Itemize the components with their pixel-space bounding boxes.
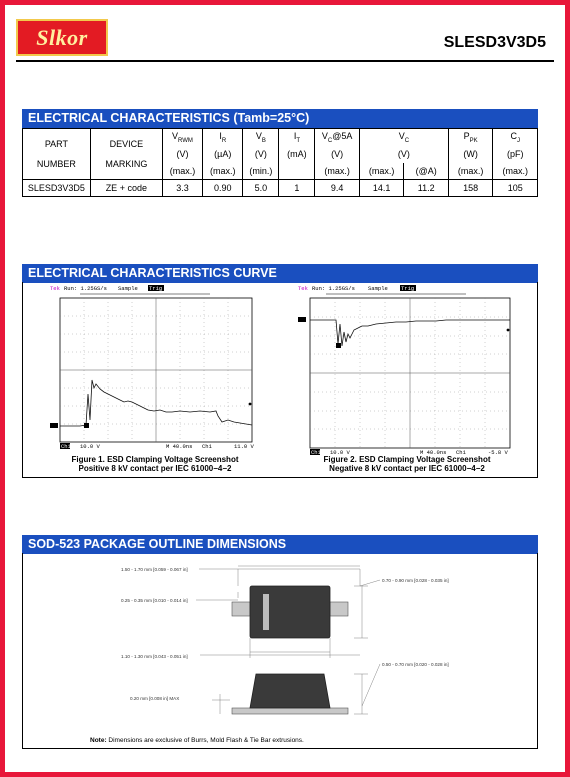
th-cj-unit: (pF) [493,146,538,163]
figure1-caption-line2: Positive 8 kV contact per IEC 61000−4−2 [78,464,232,473]
scope2-mode-label: Sample [368,285,388,292]
dim-top-label: 1.50 - 1.70 mm [0.059 - 0.067 in] [121,567,188,572]
th-part: PART NUMBER [23,129,91,180]
lead-left-top [232,602,250,616]
th-vrwm-limit: (max.) [162,163,202,180]
th-vc: $V_C$ [359,129,448,146]
scope1-tek-label: Tek [50,285,60,292]
th-ir-limit: (max.) [203,163,243,180]
th-ir-unit: (µA) [203,146,243,163]
section-electrical-title: ELECTRICAL CHARACTERISTICS (Tamb=25°C) [22,109,538,128]
electrical-table [22,128,538,197]
scope2-ch-label: Ch1 [311,449,321,456]
scope2-trig-ch: Ch1 [456,449,466,456]
th-vc5a: $V_C@5A$ [315,129,360,146]
th-vc5a-unit: (V) [315,146,360,163]
scope2-trig-label: Trig [401,285,415,292]
part-title: SLESD3V3D5 [443,34,546,51]
table-header-row [23,129,538,146]
cell-vb: 5.0 [243,180,279,197]
th-vc-limit: (max.) [359,163,404,180]
dim-body-label: 0.50 - 0.70 mm [0.020 - 0.028 in] [382,662,449,667]
cell-cj: 105 [493,180,538,197]
slkor-logo: Slkor [16,19,108,56]
section-curve-title: ELECTRICAL CHARACTERISTICS CURVE [22,264,538,283]
package-body-top [250,586,330,638]
figure1-caption [40,455,270,473]
figure2-caption-line2: Negative 8 kV contact per IEC 61000−4−2 [329,464,485,473]
dim-lead-label: 0.25 - 0.35 mm [0.010 - 0.014 in] [121,598,188,603]
th-vrwm: $V_{RWM}$ [162,129,202,146]
scope-screenshot-positive [50,284,260,452]
th-it: $I_T$ [279,129,315,146]
th-it-unit: (mA) [279,146,315,163]
cathode-band [263,594,269,630]
scope2-scale-label: 10.0 V [330,449,350,456]
scope1-scale-label: 10.0 V [80,443,100,450]
section-package-title: SOD-523 PACKAGE OUTLINE DIMENSIONS [22,535,538,554]
th-vb: $V_B$ [243,129,279,146]
table-row [23,180,538,197]
scope1-ch-label: Ch1 [61,443,71,450]
th-it-limit [279,163,315,180]
scope1-trig-ch: Ch1 [202,443,212,450]
figure1-caption-line1: Figure 1. ESD Clamping Voltage Screenshot [71,455,239,464]
cell-vrwm: 3.3 [162,180,202,197]
th-ppk-unit: (W) [448,146,493,163]
scope1-mode-label: Sample [118,285,138,292]
lead-right-top [330,602,348,616]
scope2-level-label: -5.8 V [488,449,508,456]
th-cj-limit: (max.) [493,163,538,180]
dim-height-label: 0.70 - 0.90 mm [0.028 - 0.035 in] [382,578,449,583]
scope2-time-label: M 40.0ns [420,449,447,456]
th-ppk-limit: (max.) [448,163,493,180]
cell-ir: 0.90 [203,180,243,197]
scope1-run-label: Run: 1.25GS/s [64,285,107,292]
figure2-caption [292,455,522,473]
cell-vc: 14.1 [359,180,404,197]
th-ir: $I_R$ [203,129,243,146]
header-rule [16,60,554,62]
scope1-trig-label: Trig [149,285,163,292]
cell-marking: ZE + code [90,180,162,197]
scope2-run-label: Run: 1.25GS/s [312,285,355,292]
th-marking: DEVICE MARKING [90,129,162,180]
th-vb-limit: (min.) [243,163,279,180]
cell-vc-current: 11.2 [404,180,449,197]
th-vc-unit: (V) [359,146,448,163]
scope1-time-label: M 40.0ns [166,443,193,450]
scope2-tek-label: Tek [298,285,308,292]
th-vrwm-unit: (V) [162,146,202,163]
package-outline-drawing [24,556,536,736]
th-cj: $C_J$ [493,129,538,146]
th-vc-current: (@A) [404,163,449,180]
package-note: Note: Dimensions are exclusive of Burrs, Mold Flash & Tie Bar extrusions. [90,737,304,744]
package-body-side [250,674,330,708]
leads-side [232,708,348,714]
cell-part: SLESD3V3D5 [23,180,91,197]
th-vb-unit: (V) [243,146,279,163]
figure2-caption-line1: Figure 2. ESD Clamping Voltage Screenshot [323,455,491,464]
th-vc5a-limit: (max.) [315,163,360,180]
dim-width-label: 1.10 - 1.30 mm [0.043 - 0.051 in] [121,654,188,659]
scope-screenshot-negative [296,284,518,458]
scope1-level-label: 11.0 V [234,443,254,450]
cell-it: 1 [279,180,315,197]
cell-vc5a: 9.4 [315,180,360,197]
th-ppk: $P_{PK}$ [448,129,493,146]
cell-ppk: 158 [448,180,493,197]
dim-lead-thickness-label: 0.20 mm [0.008 in] MAX [130,696,180,701]
